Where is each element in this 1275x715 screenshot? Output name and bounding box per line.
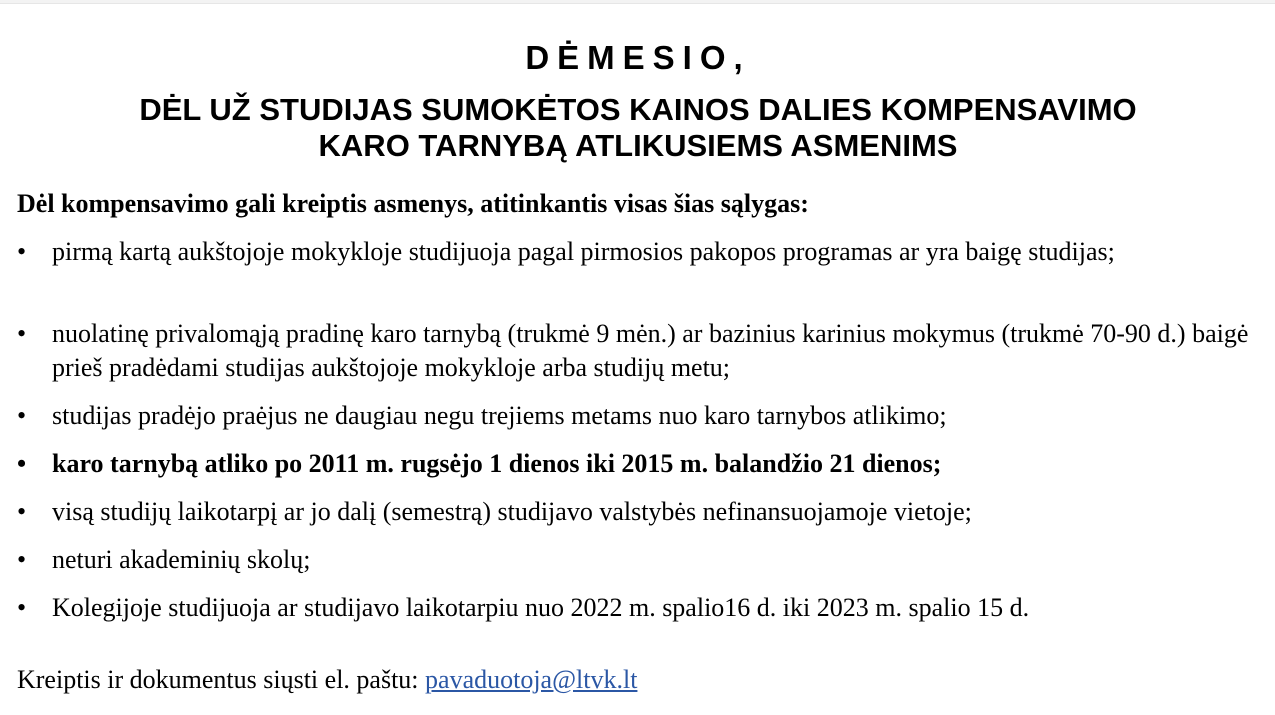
condition-text: neturi akademinių skolų; <box>52 545 311 574</box>
condition-item-4 <box>17 447 1262 481</box>
condition-text: Kolegijoje studijuoja ar studijavo laikotarpiu nuo 2022 m. spalio16 d. iki 2023 m. spalio 15 d. <box>52 593 1030 622</box>
subtitle-line-2: KARO TARNYBĄ ATLIKUSIEMS ASMENIMS <box>318 128 958 163</box>
condition-text: karo tarnybą atliko po 2011 m. rugsėjo 1 dienos iki 2015 m. balandžio 21 dienos; <box>52 449 942 478</box>
condition-item-7 <box>17 591 1262 625</box>
contact-line <box>17 663 637 697</box>
condition-item-6 <box>17 543 1262 577</box>
bullet-icon: • <box>17 593 27 622</box>
condition-item-3 <box>17 399 1262 433</box>
eligibility-intro: Dėl kompensavimo gali kreiptis asmenys, atitinkantis visas šias sąlygas: <box>17 189 809 218</box>
notice-subtitle <box>17 92 1259 164</box>
page-top-border <box>0 0 1275 4</box>
condition-text: pirmą kartą aukštojoje mokykloje studijuoja pagal pirmosios pakopos programas ar yra baigę studijas; <box>52 237 1115 266</box>
bullet-icon: • <box>17 401 27 430</box>
condition-item-1 <box>17 235 1262 269</box>
bullet-icon: • <box>17 497 27 526</box>
subtitle-line-1: DĖL UŽ STUDIJAS SUMOKĖTOS KAINOS DALIES KOMPENSAVIMO <box>139 92 1137 127</box>
bullet-icon: • <box>17 545 27 574</box>
bullet-icon: • <box>17 449 27 478</box>
condition-item-5 <box>17 495 1262 529</box>
notice-title: DĖMESIO, <box>525 39 751 76</box>
contact-email-link[interactable]: pavaduotoja@ltvk.lt <box>425 665 638 694</box>
bullet-icon: • <box>17 237 27 266</box>
bullet-icon: • <box>17 319 27 348</box>
contact-label: Kreiptis ir dokumentus siųsti el. paštu: <box>17 665 419 694</box>
condition-text: studijas pradėjo praėjus ne daugiau negu trejiems metams nuo karo tarnybos atlikimo; <box>52 401 947 430</box>
condition-text: visą studijų laikotarpį ar jo dalį (semestrą) studijavo valstybės nefinansuojamoje vietoje; <box>52 497 972 526</box>
condition-text: nuolatinę privalomąją pradinę karo tarnybą (trukmė 9 mėn.) ar bazinius karinius mokymus (trukmė 70-90 d.) baigė prieš pradėdami studijas aukštojoje mokykloje arba studijų metu; <box>52 319 1249 382</box>
condition-item-2 <box>17 317 1262 385</box>
